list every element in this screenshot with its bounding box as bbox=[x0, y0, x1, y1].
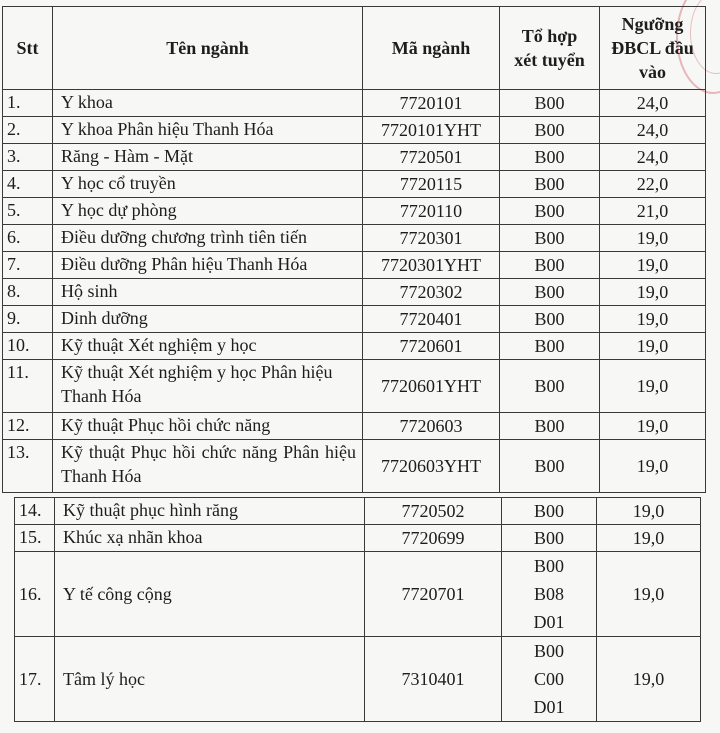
cell-combo: B00 bbox=[500, 198, 600, 225]
cell-combo: B00 bbox=[500, 171, 600, 198]
header-ten-nganh: Tên ngành bbox=[53, 7, 363, 90]
table-row bbox=[3, 117, 706, 144]
cell-name: Điều dưỡng Phân hiệu Thanh Hóa bbox=[53, 252, 363, 279]
table-row bbox=[3, 440, 706, 493]
cell-name: Điều dưỡng chương trình tiên tiến bbox=[53, 225, 363, 252]
table-row bbox=[3, 225, 706, 252]
table-row bbox=[3, 413, 706, 440]
cell-stt: 5. bbox=[3, 198, 53, 225]
table-row bbox=[3, 306, 706, 333]
combo-item: D01 bbox=[533, 612, 565, 632]
cell-score: 24,0 bbox=[600, 117, 706, 144]
cell-score: 22,0 bbox=[600, 171, 706, 198]
cell-stt: 6. bbox=[3, 225, 53, 252]
table-row bbox=[15, 552, 701, 637]
cell-name: Kỹ thuật Phục hồi chức năng bbox=[53, 413, 363, 440]
admission-threshold-table bbox=[2, 6, 706, 493]
cell-combo: B00 bbox=[502, 498, 597, 525]
header-stt: Stt bbox=[3, 7, 53, 90]
cell-combo: B00 bbox=[500, 360, 600, 413]
cell-name: Răng - Hàm - Mặt bbox=[53, 144, 363, 171]
cell-score: 19,0 bbox=[600, 360, 706, 413]
table-row bbox=[3, 279, 706, 306]
cell-code: 7720101 bbox=[363, 90, 500, 117]
cell-score: 19,0 bbox=[600, 333, 706, 360]
cell-code: 7720301 bbox=[363, 225, 500, 252]
cell-code: 7720302 bbox=[363, 279, 500, 306]
cell-code: 7720110 bbox=[363, 198, 500, 225]
cell-score: 24,0 bbox=[600, 90, 706, 117]
cell-score: 19,0 bbox=[600, 252, 706, 279]
cell-combos bbox=[502, 552, 597, 637]
cell-name: Kỹ thuật Xét nghiệm y học Phân hiệu Thanh Hóa bbox=[53, 360, 363, 413]
cell-name: Y khoa bbox=[53, 90, 363, 117]
cell-combo: B00 bbox=[500, 90, 600, 117]
cell-stt: 10. bbox=[3, 333, 53, 360]
cell-combo: B00 bbox=[500, 306, 600, 333]
cell-code: 7720603 bbox=[363, 413, 500, 440]
cell-name: Y học dự phòng bbox=[53, 198, 363, 225]
cell-name: Dinh dưỡng bbox=[53, 306, 363, 333]
cell-combo: B00 bbox=[500, 279, 600, 306]
cell-combo: B00 bbox=[502, 525, 597, 552]
cell-score: 19,0 bbox=[597, 525, 701, 552]
cell-name: Hộ sinh bbox=[53, 279, 363, 306]
cell-combo: B00 bbox=[500, 413, 600, 440]
cell-combo: B00 bbox=[500, 440, 600, 493]
table-row bbox=[3, 198, 706, 225]
cell-score: 24,0 bbox=[600, 144, 706, 171]
cell-name: Kỹ thuật phục hình răng bbox=[55, 498, 365, 525]
cell-code: 7720502 bbox=[365, 498, 502, 525]
cell-stt: 14. bbox=[15, 498, 55, 525]
combo-item: B00 bbox=[533, 641, 564, 661]
cell-code: 7720701 bbox=[365, 552, 502, 637]
cell-score: 19,0 bbox=[600, 306, 706, 333]
table-row bbox=[15, 525, 701, 552]
cell-stt: 15. bbox=[15, 525, 55, 552]
cell-name: Khúc xạ nhãn khoa bbox=[55, 525, 365, 552]
cell-score: 19,0 bbox=[600, 279, 706, 306]
cell-stt: 17. bbox=[15, 637, 55, 722]
combo-item: C00 bbox=[533, 669, 564, 689]
cell-stt: 3. bbox=[3, 144, 53, 171]
cell-code: 7720401 bbox=[363, 306, 500, 333]
table-row bbox=[3, 171, 706, 198]
cell-score: 19,0 bbox=[597, 637, 701, 722]
cell-code: 7720699 bbox=[365, 525, 502, 552]
cell-code: 7720501 bbox=[363, 144, 500, 171]
table-row bbox=[15, 637, 701, 722]
combo-item: D01 bbox=[533, 697, 565, 717]
cell-name: Kỹ thuật Phục hồi chức năng Phân hiệu Thanh Hóa bbox=[53, 440, 363, 493]
cell-score: 19,0 bbox=[600, 440, 706, 493]
cell-code: 7720101YHT bbox=[363, 117, 500, 144]
combo-item: B00 bbox=[533, 556, 564, 576]
cell-score: 19,0 bbox=[600, 413, 706, 440]
table-row bbox=[3, 360, 706, 413]
table-row bbox=[15, 498, 701, 525]
cell-stt: 1. bbox=[3, 90, 53, 117]
header-nguong-line2: ĐBCL đầu bbox=[611, 38, 694, 58]
cell-stt: 13. bbox=[3, 440, 53, 493]
cell-name: Y tế công cộng bbox=[55, 552, 365, 637]
cell-code: 7720115 bbox=[363, 171, 500, 198]
cell-score: 21,0 bbox=[600, 198, 706, 225]
cell-stt: 12. bbox=[3, 413, 53, 440]
header-nguong-line1: Ngưỡng bbox=[621, 14, 684, 34]
header-to-hop-line1: Tổ hợp bbox=[521, 26, 578, 46]
combo-item: B08 bbox=[533, 584, 564, 604]
cell-combo: B00 bbox=[500, 144, 600, 171]
cell-stt: 2. bbox=[3, 117, 53, 144]
header-nguong bbox=[600, 7, 706, 90]
cell-stt: 9. bbox=[3, 306, 53, 333]
cell-combo: B00 bbox=[500, 117, 600, 144]
cell-name: Y học cổ truyền bbox=[53, 171, 363, 198]
table-header-row bbox=[3, 7, 706, 90]
cell-code: 7720601YHT bbox=[363, 360, 500, 413]
cell-name: Kỹ thuật Xét nghiệm y học bbox=[53, 333, 363, 360]
cell-stt: 11. bbox=[3, 360, 53, 413]
cell-code: 7310401 bbox=[365, 637, 502, 722]
cell-combo: B00 bbox=[500, 252, 600, 279]
header-to-hop bbox=[500, 7, 600, 90]
cell-score: 19,0 bbox=[597, 498, 701, 525]
cell-code: 7720601 bbox=[363, 333, 500, 360]
cell-name: Y khoa Phân hiệu Thanh Hóa bbox=[53, 117, 363, 144]
table-row bbox=[3, 252, 706, 279]
cell-stt: 7. bbox=[3, 252, 53, 279]
header-nguong-line3: vào bbox=[639, 62, 666, 82]
cell-score: 19,0 bbox=[597, 552, 701, 637]
cell-code: 7720603YHT bbox=[363, 440, 500, 493]
cell-stt: 16. bbox=[15, 552, 55, 637]
table-row bbox=[3, 333, 706, 360]
table-row bbox=[3, 144, 706, 171]
cell-combo: B00 bbox=[500, 333, 600, 360]
header-ma-nganh: Mã ngành bbox=[363, 7, 500, 90]
cell-score: 19,0 bbox=[600, 225, 706, 252]
cell-stt: 4. bbox=[3, 171, 53, 198]
cell-code: 7720301YHT bbox=[363, 252, 500, 279]
cell-combos bbox=[502, 637, 597, 722]
cell-stt: 8. bbox=[3, 279, 53, 306]
admission-threshold-table-continued bbox=[14, 497, 701, 722]
table-row bbox=[3, 90, 706, 117]
cell-combo: B00 bbox=[500, 225, 600, 252]
cell-name: Tâm lý học bbox=[55, 637, 365, 722]
header-to-hop-line2: xét tuyển bbox=[514, 50, 585, 70]
